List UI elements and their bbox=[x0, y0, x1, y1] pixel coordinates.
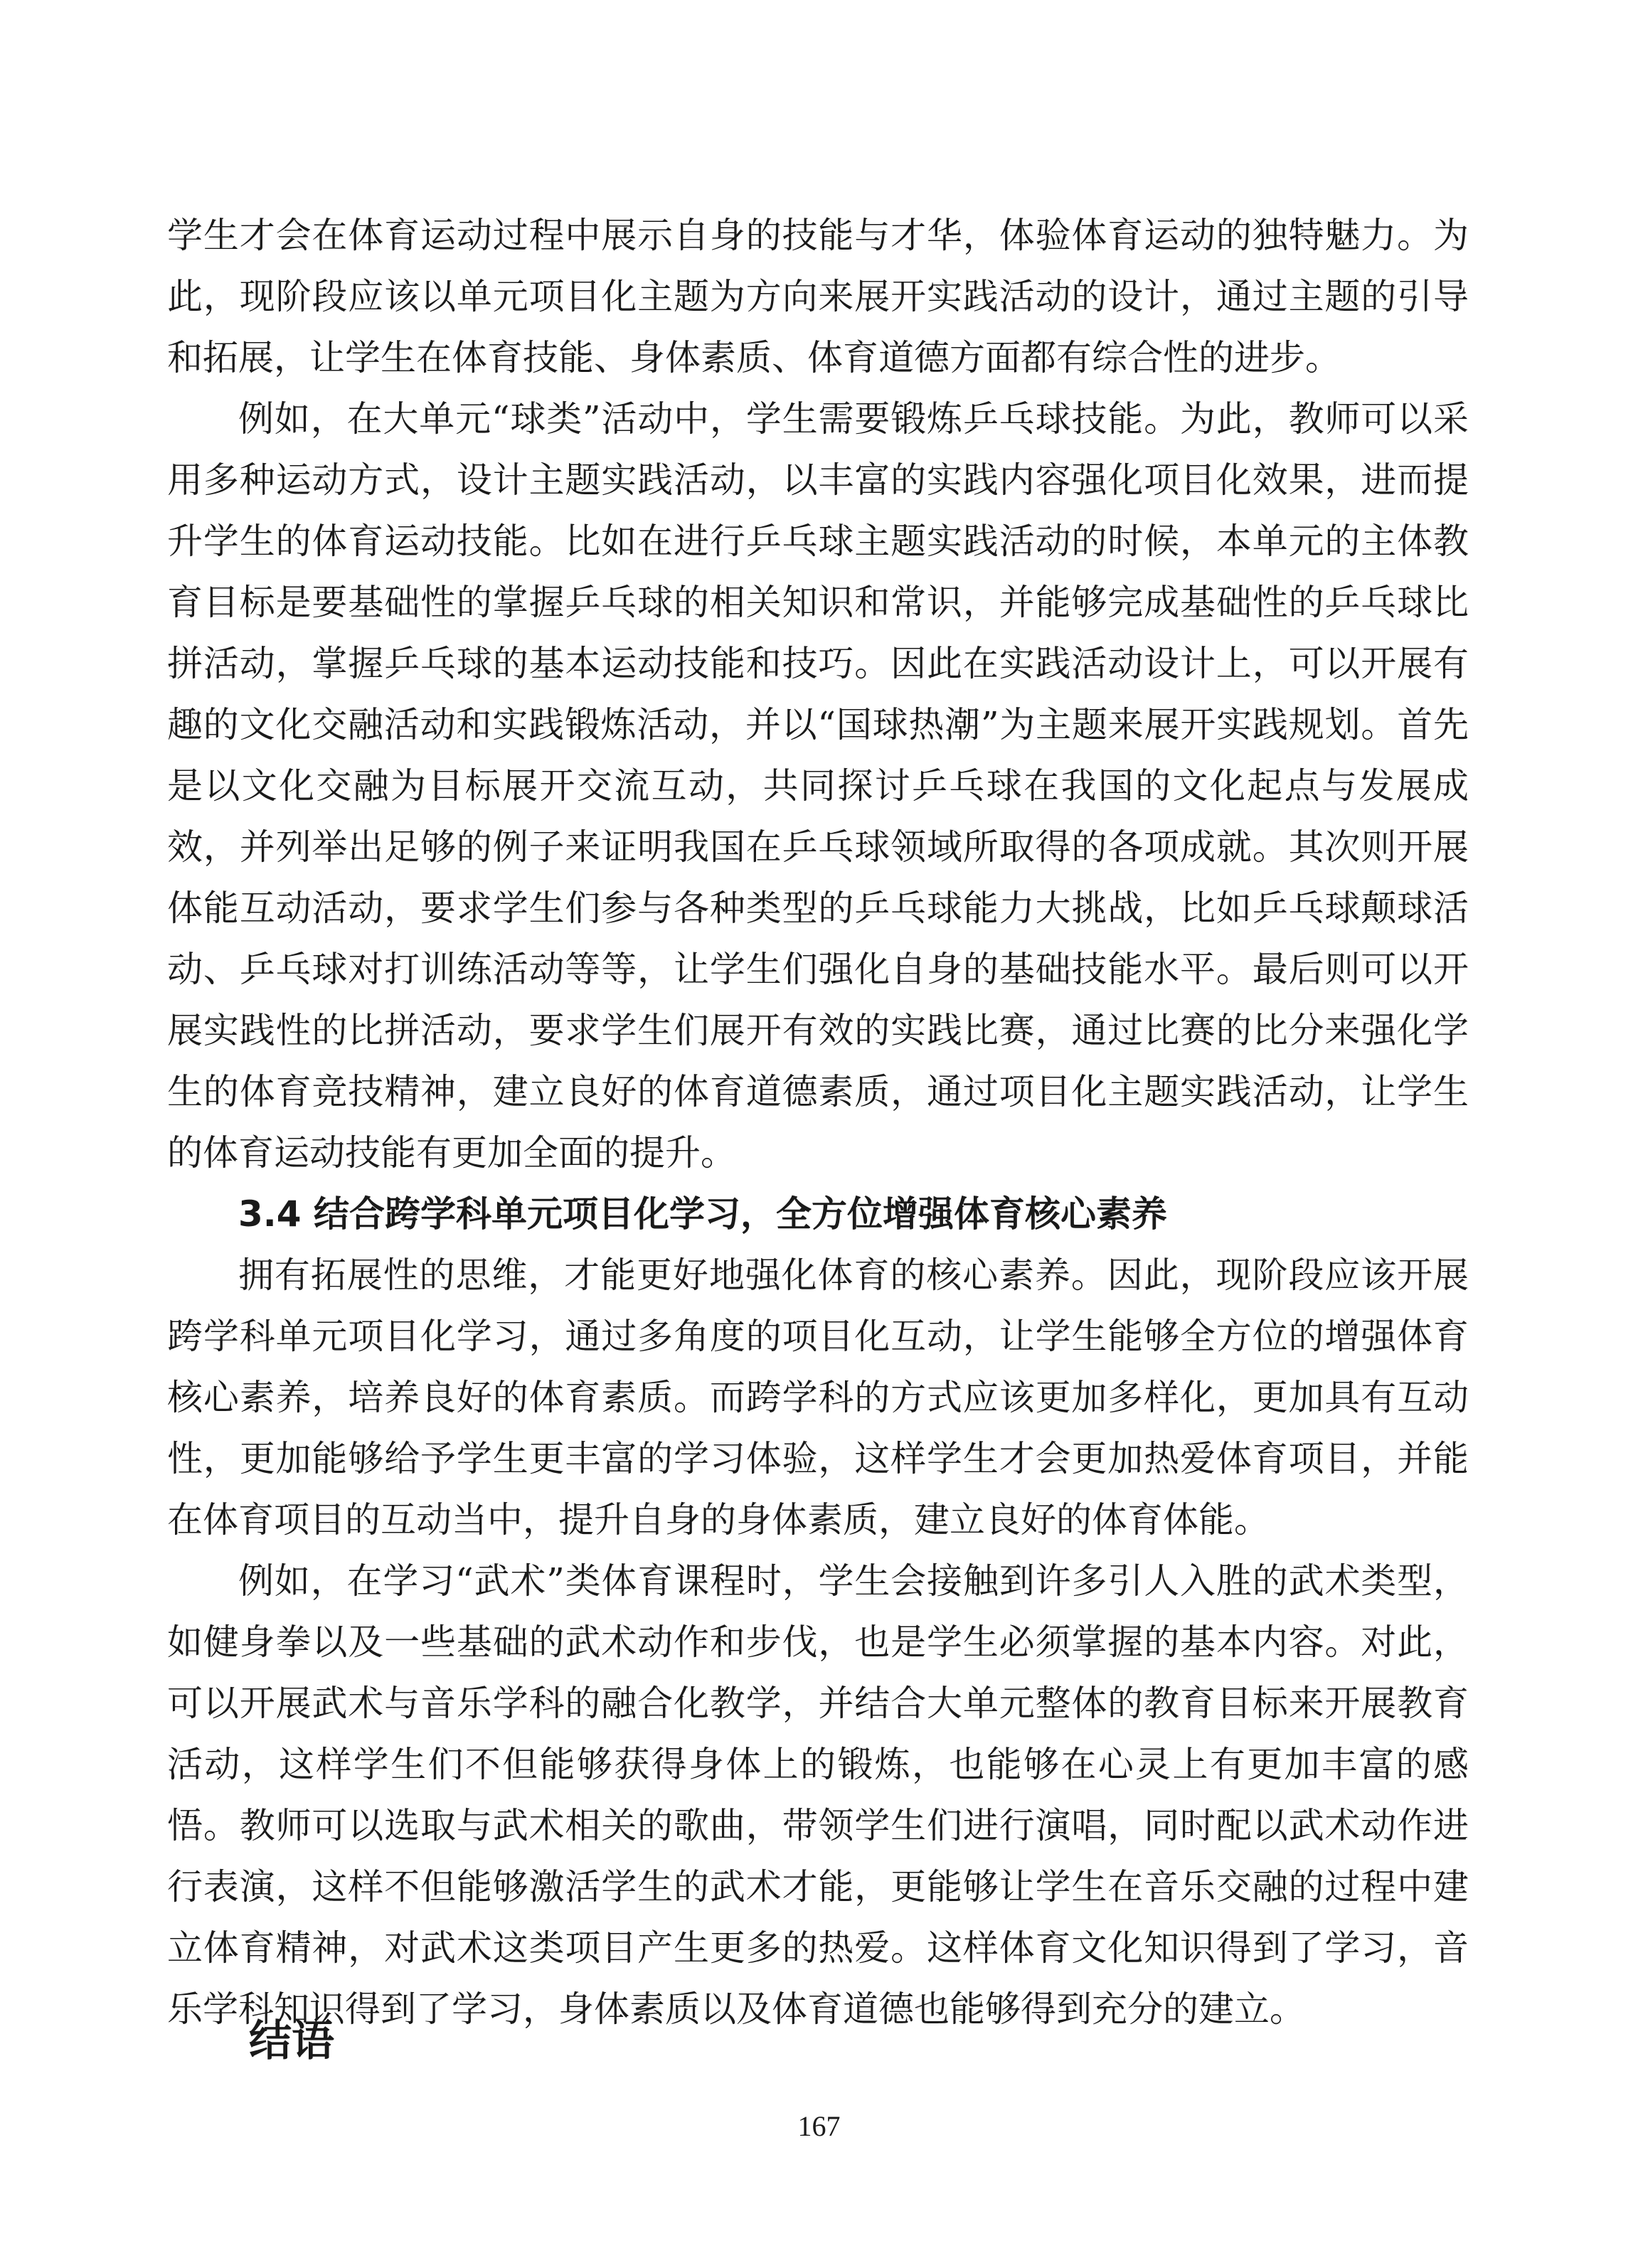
paragraph-4: 例如，在学习“武术”类体育课程时，学生会接触到许多引人入胜的武术类型，如健身拳以及一些基础的武术动作和步伐，也是学生必须掌握的基本内容。对此，可以开展武术与音乐学科的融合化教学，并结合大单元整体的教育目标来开展教育活动，这样学生们不但能够获得身体上的锻炼，也能够在心灵上有更加丰富的感悟。教师可以选取与武术相关的歌曲，带领学生们进行演唱，同时配以武术动作进行表演，这样不但能够激活学生的武术才能，更能够让学生在音乐交融的过程中建立体育精神，对武术这类项目产生更多的热爱。这样体育文化知识得到了学习，音乐学科知识得到了学习，身体素质以及体育道德也能够得到充分的建立。 bbox=[167, 1560, 1469, 2030]
paragraph-2: 例如，在大单元“球类”活动中，学生需要锻炼乒乓球技能。为此，教师可以采用多种运动方式，设计主题实践活动，以丰富的实践内容强化项目化效果，进而提升学生的体育运动技能。比如在进行乒乓球主题实践活动的时候，本单元的主体教育目标是要基础性的掌握乒乓球的相关知识和常识，并能够完成基础性的乒乓球比拼活动，掌握乒乓球的基本运动技能和技巧。因此在实践活动设计上，可以开展有趣的文化交融活动和实践锻炼活动，并以“国球热潮”为主题来展开实践规划。首先是以文化交融为目标展开交流互动，共同探讨乒乓球在我国的文化起点与发展成效，并列举出足够的例子来证明我国在乒乓球领域所取得的各项成就。其次则开展体能互动活动，要求学生们参与各种类型的乒乓球能力大挑战，比如乒乓球颠球活动、乒乓球对打训练活动等等，让学生们强化自身的基础技能水平。最后则可以开展实践性的比拼活动，要求学生们展开有效的实践比赛，通过比赛的比分来强化学生的体育竞技精神，建立良好的体育道德素质，通过项目化主题实践活动，让学生的体育运动技能有更加全面的提升。 bbox=[167, 398, 1469, 1173]
conclusion-heading: 结语 bbox=[249, 2016, 334, 2066]
body-text bbox=[167, 205, 1469, 2040]
section-heading-3-4: 3.4 结合跨学科单元项目化学习，全方位增强体育核心素养 bbox=[238, 1193, 1167, 1235]
paragraph-1: 学生才会在体育运动过程中展示自身的技能与才华，体验体育运动的独特魅力。为此，现阶段应该以单元项目化主题为方向来展开实践活动的设计，通过主题的引导和拓展，让学生在体育技能、身体素质、体育道德方面都有综合性的进步。 bbox=[167, 215, 1469, 378]
page-number: 167 bbox=[797, 2110, 841, 2142]
paragraph-3: 拥有拓展性的思维，才能更好地强化体育的核心素养。因此，现阶段应该开展跨学科单元项目化学习，通过多角度的项目化互动，让学生能够全方位的增强体育核心素养，培养良好的体育素质。而跨学科的方式应该更加多样化，更加具有互动性，更加能够给予学生更丰富的学习体验，这样学生才会更加热爱体育项目，并能在体育项目的互动当中，提升自身的身体素质，建立良好的体育体能。 bbox=[167, 1255, 1469, 1540]
